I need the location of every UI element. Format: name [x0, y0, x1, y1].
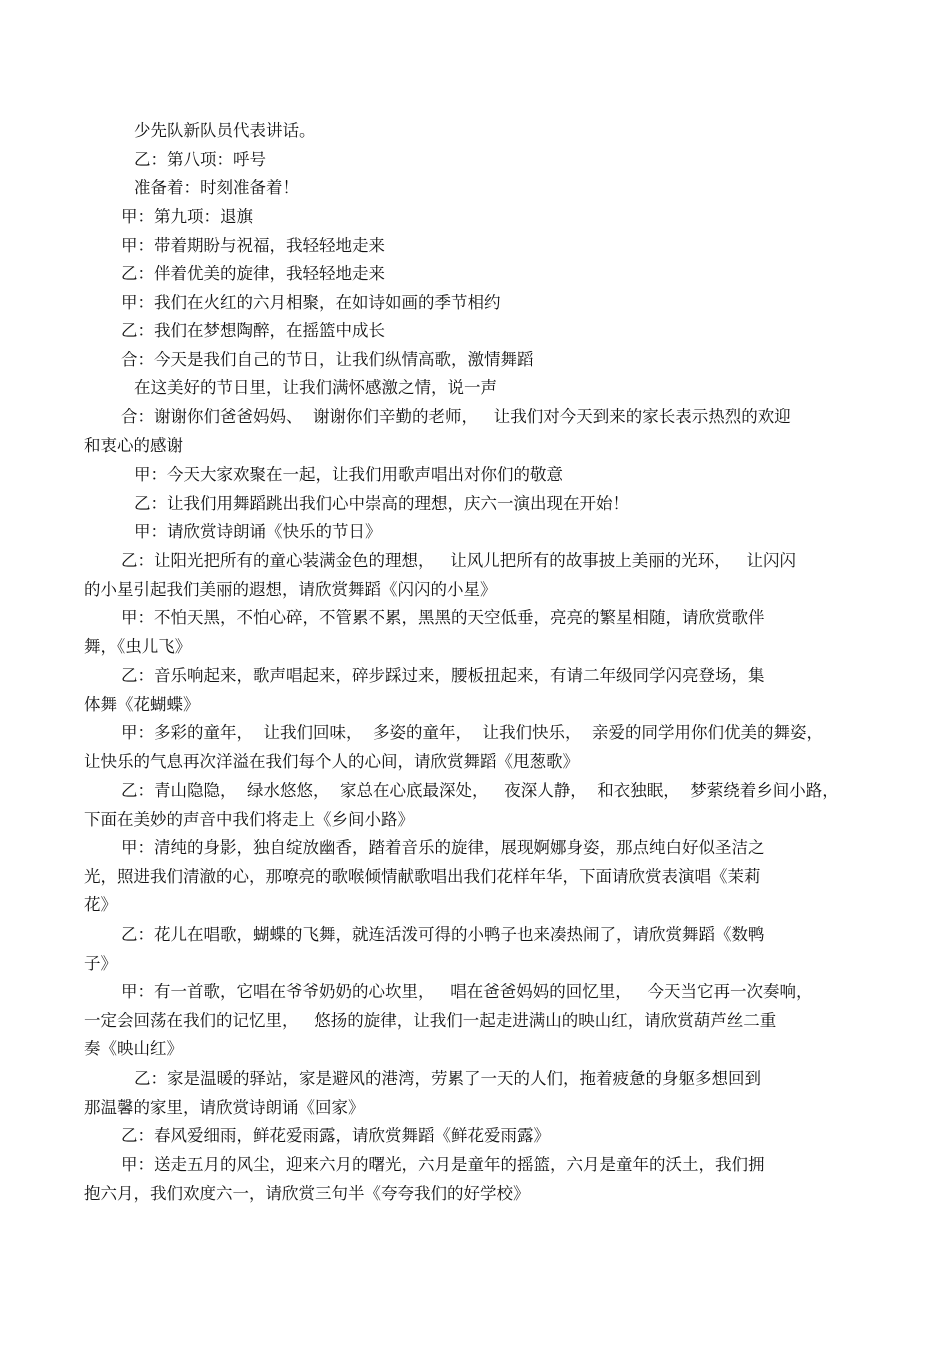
text-line: 甲：请欣赏诗朗诵《快乐的节日》: [134, 522, 382, 541]
text-line: 甲：多彩的童年， 让我们回味， 多姿的童年， 让我们快乐， 亲爱的同学用你们优美的舞姿，: [121, 723, 823, 742]
text-line: 乙：音乐响起来，歌声唱起来，碎步踩过来，腰板扭起来，有请二年级同学闪亮登场，集: [121, 666, 765, 685]
paragraph-23: [84, 1065, 864, 1122]
text-line: 少先队新队员代表讲话。: [134, 121, 316, 140]
paragraph-5: [84, 232, 864, 261]
paragraph-16: [84, 604, 864, 661]
text-line: 抱六月，我们欢度六一，请欣赏三句半《夸夸我们的好学校》: [84, 1183, 530, 1203]
paragraph-12: [84, 461, 864, 490]
text-line: 甲：我们在火红的六月相聚，在如诗如画的季节相约: [121, 293, 501, 312]
paragraph-17: [84, 662, 864, 719]
text-line: 乙：家是温暖的驿站，家是避风的港湾，劳累了一天的人们，拖着疲惫的身躯多想回到: [134, 1069, 761, 1088]
text-line: 乙：第八项：呼号: [134, 150, 266, 169]
text-line: 在这美好的节日里，让我们满怀感激之情，说一声: [134, 378, 497, 397]
text-line: 体舞《花蝴蝶》: [84, 694, 200, 714]
text-line: 合：今天是我们自己的节日，让我们纵情高歌，激情舞蹈: [121, 350, 534, 369]
text-line: 的小星引起我们美丽的遐想，请欣赏舞蹈《闪闪的小星》: [84, 579, 497, 599]
paragraph-22: [84, 978, 864, 1064]
text-line: 乙：让我们用舞蹈跳出我们心中崇高的理想，庆六一演出现在开始！: [134, 494, 629, 513]
text-line: 甲：送走五月的风尘，迎来六月的曙光，六月是童年的摇篮，六月是童年的沃土，我们拥: [121, 1155, 765, 1174]
paragraph-20: [84, 834, 864, 920]
text-line: 甲：有一首歌，它唱在爷爷奶奶的心坎里， 唱在爸爸妈妈的回忆里， 今天当它再一次奏响，: [121, 982, 813, 1001]
paragraph-18: [84, 719, 864, 776]
text-line: 甲：带着期盼与祝福，我轻轻地走来: [121, 236, 385, 255]
text-line: 子》: [84, 953, 117, 973]
text-line: 准备着：时刻准备着！: [134, 178, 299, 197]
text-line: 乙：伴着优美的旋律，我轻轻地走来: [121, 264, 385, 283]
text-line: 甲：清纯的身影，独自绽放幽香，踏着音乐的旋律，展现婀娜身姿，那点纯白好似圣洁之: [121, 838, 765, 857]
text-line: 舞，《虫儿飞》: [84, 636, 192, 656]
text-line: 乙：花儿在唱歌，蝴蝶的飞舞，就连活泼可得的小鸭子也来凑热闹了，请欣赏舞蹈《数鸭: [121, 925, 765, 944]
text-line: 乙：春风爱细雨，鲜花爱雨露，请欣赏舞蹈《鲜花爱雨露》: [121, 1126, 550, 1145]
paragraph-3: [84, 174, 864, 203]
text-line: 下面在美妙的声音中我们将走上《乡间小路》: [84, 809, 414, 829]
paragraph-15: [84, 547, 864, 604]
text-line: 甲：今天大家欢聚在一起，让我们用歌声唱出对你们的敬意: [134, 465, 563, 484]
text-line: 花》: [84, 895, 117, 915]
paragraph-11: [84, 403, 864, 460]
paragraph-7: [84, 289, 864, 318]
text-line: 甲：不怕天黑，不怕心碎，不管累不累，黑黑的天空低垂，亮亮的繁星相随，请欣赏歌伴: [121, 608, 765, 627]
text-line: 甲：第九项：退旗: [121, 207, 253, 226]
text-line: 一定会回荡在我们的记忆里， 悠扬的旋律，让我们一起走进满山的映山红，请欣赏葫芦丝二重: [84, 1010, 777, 1030]
paragraph-8: [84, 317, 864, 346]
paragraph-24: [84, 1122, 864, 1151]
paragraph-9: [84, 346, 864, 375]
text-line: 让快乐的气息再次洋溢在我们每个人的心间，请欣赏舞蹈《甩葱歌》: [84, 751, 579, 771]
text-line: 奏《映山红》: [84, 1039, 183, 1059]
text-line: 光，照进我们清澈的心，那嘹亮的歌喉倾情献歌唱出我们花样年华，下面请欣赏表演唱《茉莉: [84, 866, 761, 886]
text-line: 和衷心的感谢: [84, 435, 183, 455]
paragraph-2: [84, 146, 864, 175]
paragraph-21: [84, 921, 864, 978]
paragraph-14: [84, 518, 864, 547]
paragraph-1: [84, 117, 864, 146]
text-line: 那温馨的家里，请欣赏诗朗诵《回家》: [84, 1097, 365, 1117]
paragraph-6: [84, 260, 864, 289]
paragraph-25: [84, 1151, 864, 1208]
paragraph-10: [84, 374, 864, 403]
text-line: 乙：让阳光把所有的童心装满金色的理想， 让风儿把所有的故事披上美丽的光环， 让闪闪: [121, 551, 796, 570]
text-line: 合：谢谢你们爸爸妈妈、 谢谢你们辛勤的老师， 让我们对今天到来的家长表示热烈的欢迎: [121, 407, 791, 426]
paragraph-13: [84, 490, 864, 519]
paragraph-19: [84, 777, 864, 834]
text-line: 乙：青山隐隐， 绿水悠悠， 家总在心底最深处， 夜深人静， 和衣独眠， 梦萦绕着乡间小路，: [121, 781, 839, 800]
paragraph-4: [84, 203, 864, 232]
text-line: 乙：我们在梦想陶醉，在摇篮中成长: [121, 321, 385, 340]
